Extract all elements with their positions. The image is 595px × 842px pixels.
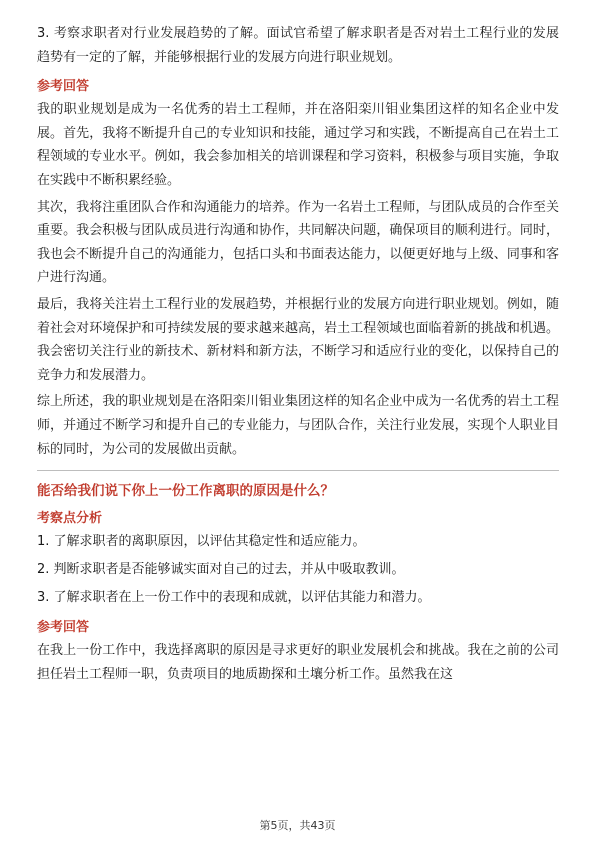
analysis-label: 考察点分析	[37, 511, 103, 527]
page-content	[37, 22, 559, 689]
answer-paragraph: 在我上一份工作中，我选择离职的原因是寻求更好的职业发展机会和挑战。我在之前的公司担任岩土工程师一职，负责项目的地质勘探和土壤分析工作。虽然我在这	[37, 643, 559, 682]
reference-answer-label: 参考回答	[37, 79, 90, 95]
answer-paragraph: 其次，我将注重团队合作和沟通能力的培养。作为一名岩土工程师，与团队成员的合作至关重要。我会积极与团队成员进行沟通和协作，共同解决问题，确保项目的顺利进行。同时，我也会不断提升自己的沟通能力，包括口头和书面表达能力，以便更好地与上级、同事和客户进行沟通。	[37, 199, 559, 286]
reference-answer-label: 参考回答	[37, 620, 90, 636]
assessment-point-3: 3. 考察求职者对行业发展趋势的了解。面试官希望了解求职者是否对岩土工程行业的发展趋势有一定的了解，并能够根据行业的发展方向进行职业规划。	[37, 26, 559, 65]
section-divider	[37, 470, 559, 471]
answer-paragraph: 综上所述，我的职业规划是在洛阳栾川钼业集团这样的知名企业中成为一名优秀的岩土工程师，并通过不断学习和提升自己的专业能力，与团队合作，关注行业发展，实现个人职业目标的同时，为公司的发展做出贡献。	[37, 394, 559, 457]
analysis-point: 2. 判断求职者是否能够诚实面对自己的过去，并从中吸取教训。	[37, 562, 405, 578]
answer-paragraph: 最后，我将关注岩土工程行业的发展趋势，并根据行业的发展方向进行职业规划。例如，随着社会对环境保护和可持续发展的要求越来越高，岩土工程领域也面临着新的挑战和机遇。我会密切关注行业的新技术、新材料和新方法，不断学习和适应行业的变化，以保持自己的竞争力和发展潜力。	[37, 296, 559, 383]
answer-paragraph: 我的职业规划是成为一名优秀的岩土工程师，并在洛阳栾川钼业集团这样的知名企业中发展。首先，我将不断提升自己的专业知识和技能，通过学习和实践，不断提高自己在岩土工程领域的专业水平。例如，我会参加相关的培训课程和学习资料，积极参与项目实施，争取在实践中不断积累经验。	[37, 102, 559, 188]
interview-question: 能否给我们说下你上一份工作离职的原因是什么？	[37, 483, 334, 500]
analysis-point: 1. 了解求职者的离职原因，以评估其稳定性和适应能力。	[37, 534, 366, 550]
analysis-point: 3. 了解求职者在上一份工作中的表现和成就，以评估其能力和潜力。	[37, 590, 431, 606]
page-number: 第5页，共43页	[259, 819, 336, 832]
